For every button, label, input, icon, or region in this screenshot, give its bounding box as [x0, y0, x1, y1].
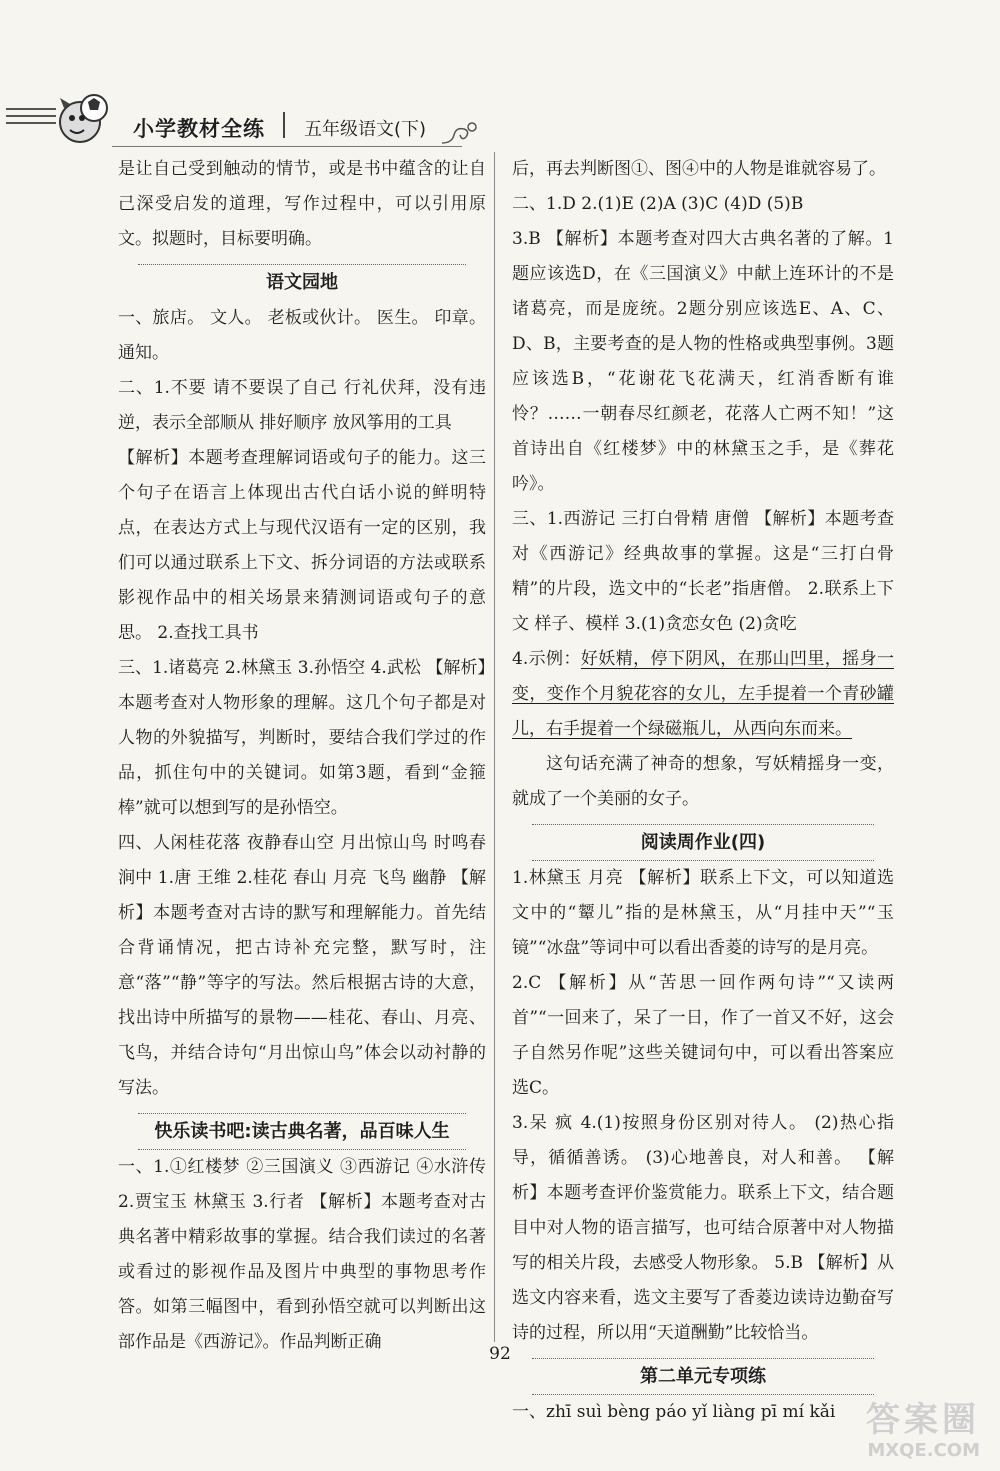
weekly-answer-2: 2.C 【解析】从“苦思一回作两句诗”“又读两首”“一回来了，呆了一日，作了一首又不好，这会子自然另作呢”这些关键词句中，可以看出答案应选C。 — [512, 973, 894, 1098]
answer-2-analysis: 【解析】本题考查理解词语或句子的能力。这三个句子在语言上体现出古代白话小说的鲜明特点，在表达方式上与现代汉语有一定的区别，我们可以通过联系上下文、拆分词语的方法或联系影视作品中的相关场景来猜测词语或句子的意思。 2.查找工具书 — [118, 448, 486, 643]
book-title: 小学教材全练 — [133, 117, 265, 141]
left-column — [118, 152, 486, 1360]
weekly-answer-1: 1.林黛玉 月亮 【解析】联系上下文，可以知道选文中的“颦儿”指的是林黛玉，从“月挂中天”“玉镜”“冰盘”等词中可以看出香菱的诗写的是月亮。 — [512, 868, 894, 958]
mascot-icon — [50, 88, 112, 150]
curl-ornament-icon — [440, 117, 480, 147]
reading-answer-3-4 — [512, 642, 894, 747]
section-title-unit2: 第二单元专项练 — [512, 1363, 894, 1391]
reading-answer-3: 三、1.西游记 三打白骨精 唐僧 【解析】本题考查对《西游记》经典故事的掌握。这是“三打白骨精”的片段，选文中的“长老”指唐僧。 2.联系上下文 样子、模样 3.(1)贪恋女色 (2)贪吃 — [512, 509, 894, 634]
answer-1: 一、旅店。 文人。 老板或伙计。 医生。 印章。 通知。 — [118, 308, 486, 363]
reading-answer-1: 一、1.①红楼梦 ②三国演义 ③西游记 ④水浒传 2.贾宝玉 林黛玉 3.行者 【解析】本题考查对古典名著中精彩故事的掌握。结合我们读过的名著或看过的影视作品及图片中典型的事物思考作答。如第三幅图中，看到孙悟空就可以判断出这部作品是《西游记》。作品判断正确 — [118, 1157, 486, 1352]
answer-4: 四、人闲桂花落 夜静春山空 月出惊山鸟 时鸣春涧中 1.唐 王维 2.桂花 春山 月亮 飞鸟 幽静 【解析】本题考查对古诗的默写和理解能力。首先结合背诵情况，把古诗补充完整，默写时，注意“落”“静”等字的写法。然后根据古诗的大意，找出诗中所描写的景物——桂花、春山、月亮、飞鸟，并结合诗句“月出惊山鸟”体会以动衬静的写法。 — [118, 833, 486, 1098]
pinyin-answers: 一、zhī suì bèng páo yǐ liàng pī mí kǎi — [512, 1402, 836, 1422]
example-comment: 这句话充满了神奇的想象，写妖精摇身一变，就成了一个美丽的女子。 — [512, 754, 894, 809]
grade-label: 五年级语文(下) — [304, 119, 427, 140]
example-sentence: 好妖精，停下阴风，在那山凹里，摇身一变，变作个月貌花容的女儿，左手提着一个青砂罐儿，右手提着一个绿磁瓶儿，从西向东而来。 — [512, 649, 894, 739]
watermark-logo: 答案圈 MXQE.COM — [866, 1400, 980, 1461]
answer-2: 二、1.不要 请不要误了自己 行礼伏拜，没有违逆，表示全部顺从 排好顺序 放风筝用的工具 — [118, 378, 486, 433]
example-prefix: 4.示例： — [512, 649, 581, 669]
header-separator — [283, 112, 285, 138]
weekly-answer-3: 3.呆 疯 4.(1)按照身份区别对待人。 (2)热心指导，循循善诱。 (3)心地善良，对人和善。 【解析】本题考查评价鉴赏能力。联系上下文，结合题目中对人物的语言描写，也可结合原著中对人物描写的相关片段，去感受人物形象。 5.B 【解析】从选文内容来看，选文主要写了香菱边读诗边勤奋写诗的过程，所以用“天道酬勤”比较恰当。 — [512, 1113, 894, 1343]
column-divider — [494, 152, 495, 1342]
page-number: 92 — [489, 1344, 511, 1364]
reading-answer-2: 二、1.D 2.(1)E (2)A (3)C (4)D (5)B — [512, 194, 804, 214]
section-title-weekly: 阅读周作业(四) — [512, 829, 894, 857]
intro-paragraph: 是让自己受到触动的情节，或是书中蕴含的让自己深受启发的道理，写作过程中，可以引用原文。拟题时，目标要明确。 — [118, 159, 486, 249]
reading-answer-2-3: 3.B 【解析】本题考查对四大古典名著的了解。1题应该选D，在《三国演义》中献上连环计的不是诸葛亮，而是庞统。2题分别应该选E、A、C、D、B，主要考查的是人物的性格或典型事例。3题应该选B，“花谢花飞花满天，红消香断有谁怜？……一朝春尽红颜老，花落人亡两不知！”这首诗出自《红楼梦》中的林黛玉之手，是《葬花吟》。 — [512, 229, 894, 494]
header-decorative-lines — [6, 108, 56, 129]
right-column — [512, 152, 894, 1430]
section-title-yuwen-yuandi: 语文园地 — [118, 269, 486, 297]
answer-3: 三、1.诸葛亮 2.林黛玉 3.孙悟空 4.武松 【解析】本题考查对人物形象的理解。这几个句子都是对人物的外貌描写，判断时，要结合我们学过的作品，抓住句中的关键词。如第3题，看到“金箍棒”就可以想到写的是孙悟空。 — [118, 658, 486, 818]
header-rule — [112, 146, 462, 147]
section-title-reading: 快乐读书吧:读古典名著，品百味人生 — [118, 1118, 486, 1146]
continuation-text: 后，再去判断图①、图④中的人物是谁就容易了。 — [512, 159, 886, 179]
